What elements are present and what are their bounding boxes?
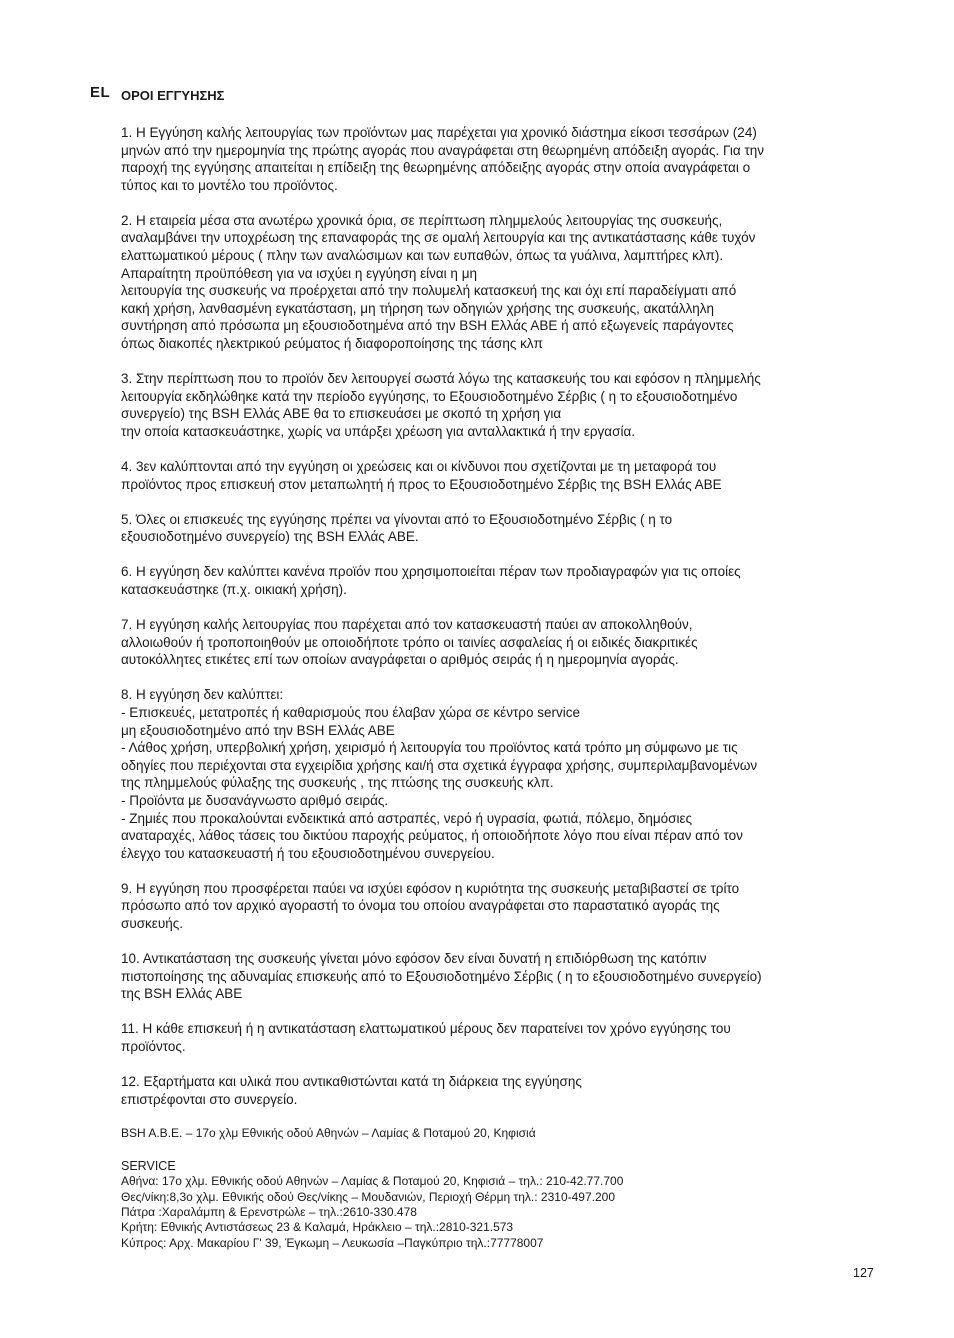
warranty-term-7: 7. Η εγγύηση καλής λειτουργίας που παρέχεται από τον κατασκευαστή παύει αν αποκολληθούν, αλλοιωθούν ή τροποποιηθούν με οποιοδήποτε τρόπο οι ταινίες ασφαλείας ή οι ειδικές διακριτικές αυτοκόλλητες ετικέτες επί των οποίων αναγράφεται ο αριθμός σειράς ή η ημερομηνία αγοράς. (121, 617, 698, 668)
service-contacts (121, 1159, 856, 1251)
warranty-term-10: 10. Αντικατάσταση της συσκευής γίνεται μόνο εφόσον δεν είναι δυνατή η επιδιόρθωση της κατόπιν πιστοποίησης της αδυναμίας επισκευής από το Εξουσιοδοτημένο Σέρβις ( η το εξουσιοδοτημένο συνεργείο) της BSH Ελλάς ΑΒΕ (121, 951, 762, 1002)
warranty-term-4: 4. 3εν καλύπτονται από την εγγύηση οι χρεώσεις και οι κίνδυνοι που σχετίζονται με τη μεταφορά του προϊόντος προς επισκευή στον μεταπωλητή ή προς το Εξουσιοδοτημένο Σέρβις της BSH Ελλάς ΑΒΕ (121, 459, 722, 492)
service-line-athens: Αθήνα: 17ο χλμ. Εθνικής οδού Αθηνών – Λαμίας & Ποταμού 20, Κηφισιά – τηλ.: 210-42.77.700 (121, 1174, 624, 1189)
page-number: 127 (853, 1266, 874, 1280)
warranty-terms-content (121, 87, 856, 1251)
warranty-term-1: 1. Η Εγγύηση καλής λειτουργίας των προϊόντων μας παρέχεται για χρονικό διάστημα είκοσι τεσσάρων (24) μηνών από την ημερομηνία της πρώτης αγοράς που αναγράφεται στη θεωρημένη απόδειξη αγοράς. Για την παροχή της εγγύησης απαιτείται η επίδειξη της θεωρημένης απόδειξης αγοράς στην οποία αναγράφεται ο τύπος και το μοντέλο του προϊόντος. (121, 125, 765, 193)
warranty-term-2: 2. Η εταιρεία μέσα στα ανωτέρω χρονικά όρια, σε περίπτωση πλημμελούς λειτουργίας της συσκευής, αναλαμβάνει την υποχρέωση της επαναφοράς της σε ομαλή λειτουργία και της αντικατάστασης κάθε τυχόν ελαττωματικού μέρους ( πλην των αναλώσιμων και των ευπαθών, όπως τα γυάλινα, λαμπτήρες κλπ). Απαραίτητη προϋπόθεση για να ισχύει η εγγύηση είναι η μη λειτουργία της συσκευής να προέρχεται από την πολυμελή κατασκευή της και όχι επί παραδείγματι από κακή χρήση, λανθασμένη εγκατάσταση, μη τήρηση των οδηγιών χρήσης της συσκευής, ακατάλληλη συντήρηση από πρόσωπα μη εξουσιοδοτημένα από την BSH Ελλάς ΑΒΕ ή από εξωγενείς παράγοντες όπως διακοπές ηλεκτρικού ρεύματος ή διαφοροποίησης της τάσης κλπ (121, 212, 756, 352)
company-address: BSH A.B.E. – 17ο χλμ Εθνικής οδού Αθηνών – Λαμίας & Ποταμού 20, Κηφισιά (121, 1125, 536, 1140)
page-title: ΟΡΟΙ ΕΓΓΥΗΣΗΣ (121, 88, 225, 103)
service-line-crete: Κρήτη: Εθνικής Αντιστάσεως 23 & Καλαμά, Ηράκλειο – τηλ.:2810-321.573 (121, 1220, 514, 1235)
service-line-patras: Πάτρα :Χαραλάμπη & Ερενστρώλε – τηλ.:2610-330.478 (121, 1204, 417, 1219)
service-heading: SERVICE (121, 1158, 176, 1173)
service-line-cyprus: Κύπρος: Αρχ. Μακαρίου Γ' 39, Έγκωμη – Λευκωσία –Παγκύπριο τηλ.:77778007 (121, 1235, 544, 1250)
warranty-term-12: 12. Εξαρτήματα και υλικά που αντικαθιστώνται κατά τη διάρκεια της εγγύησης επιστρέφονται στο συνεργείο. (121, 1074, 582, 1107)
service-line-thessaloniki: Θες/νίκη:8,3ο χλμ. Εθνικής οδού Θες/νίκης – Μουδανιών, Περιοχή Θέρμη τηλ.: 2310-497.200 (121, 1189, 616, 1204)
warranty-term-8: 8. Η εγγύηση δεν καλύπτει: - Επισκευές, μετατροπές ή καθαρισμούς που έλαβαν χώρα σε κέντρο service μη εξουσιοδοτημένο από την BSH Ελλάς ΑΒΕ - Λάθος χρήση, υπερβολική χρήση, χειρισμό ή λειτουργία του προϊόντος κατά τρόπο μη σύμφωνο με τις οδηγίες που περιέχονται στα εγχειρίδια χρήσης και/ή στα σχετικά έγγραφα χρήσης, συμπεριλαμβανομένων της πλημμελούς φύλαξης της συσκευής , της πτώσης της συσκευής κλπ. - Προϊόντα με δυσανάγνωστο αριθμό σειράς. - Ζημιές που προκαλούνται ενδεικτικά από αστραπές, νερό ή υγρασία, φωτιά, πόλεμο, δημόσιες αναταραχές, λάθος τάσεις του δικτύου παροχής ρεύματος, ή οποιοδήποτε λόγο που είναι πέραν από τον έλεγχο του κατασκευαστή ή του εξουσιοδοτημένου συνεργείου. (121, 687, 758, 861)
warranty-term-9: 9. Η εγγύηση που προσφέρεται παύει να ισχύει εφόσον η κυριότητα της συσκευής μεταβιβαστεί σε τρίτο πρόσωπο από τον αρχικό αγοραστή το όνομα του οποίου αναγράφεται στο παραστατικό αγοράς της συσκευής. (121, 880, 740, 931)
warranty-term-3: 3. Στην περίπτωση που το προϊόν δεν λειτουργεί σωστά λόγω της κατασκευής του και εφόσον η πλημμελής λειτουργία εκδηλώθηκε κατά την περίοδο εγγύησης, το Εξουσιοδοτημένο Σέρβις ( η το εξουσιοδοτημένο συνεργείο) της BSH Ελλάς ΑΒΕ θα το επισκευάσει με σκοπό τη χρήση για την οποία κατασκευάστηκε, χωρίς να υπάρξει χρέωση για ανταλλακτικά ή την εργασία. (121, 371, 761, 439)
warranty-term-6: 6. Η εγγύηση δεν καλύπτει κανένα προϊόν που χρησιμοποιείται πέραν των προδιαγραφών για τις οποίες κατασκευάστηκε (π.χ. οικιακή χρήση). (121, 564, 741, 597)
warranty-term-5: 5. Όλες οι επισκευές της εγγύησης πρέπει να γίνονται από το Εξουσιοδοτημένο Σέρβις ( η το εξουσιοδοτημένο συνεργείο) της BSH Ελλάς ΑΒΕ. (121, 511, 673, 545)
warranty-term-11: 11. Η κάθε επισκευή ή η αντικατάσταση ελαττωματικού μέρους δεν παρατείνει τον χρόνο εγγύησης του προϊόντος. (121, 1021, 731, 1054)
language-code: EL (90, 84, 111, 101)
